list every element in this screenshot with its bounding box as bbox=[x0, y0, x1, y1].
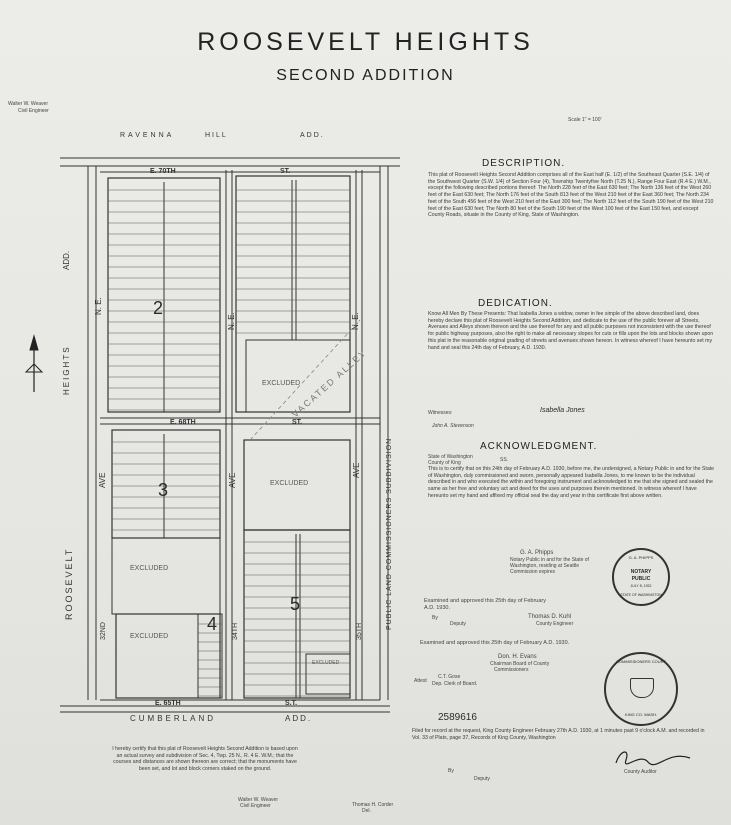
approval2-text: Examined and approved this 25th day of February A.D. 1930. bbox=[420, 640, 570, 646]
recording-text: Filed for record at the request, King County Engineer February 27th A.D. 1930, at 1 minutes past 9 o'clock A.M. and recorded in Vol. 33 of Plats, page 37, Records of King County, Washington bbox=[412, 728, 705, 741]
street-e68-st: ST. bbox=[292, 419, 303, 426]
clerk-name: C.T. Gose bbox=[438, 674, 461, 680]
street-cumberland: CUMBERLAND bbox=[130, 714, 217, 723]
label-34th: 34TH bbox=[232, 622, 239, 640]
certification-text: I hereby certify that this plat of Roosevelt Heights Second Addition is based upon an actual survey and subdivision of Sec. 4, Twp. 25 N., R. 4 E. W.M.; that the courses and distances are shown thereon are correct; that the monuments have been set, and lot and block corners staked on the ground. bbox=[112, 746, 298, 773]
recording-number: 2589616 bbox=[438, 712, 477, 723]
excluded-label-2: EXCLUDED bbox=[270, 480, 309, 487]
description-heading: DESCRIPTION. bbox=[482, 158, 566, 169]
dedication-text: Know All Men By These Presents: That Isabella Jones a widow, owner in fee simple of the above described land, does hereby declare this plat of Roosevelt Heights Second Addition, and dedicate to the use of the public forever all Streets, Avenues and Alleys shown thereon and the use thereof for any and all public purposes not inconsistent with the use thereof for public highway purposes, also the right to make all necessary slopes for cuts or fills upon the lots and blocks shown upon this plat in the reasonable original grading of streets and avenues shown hereon. In witness whereof I have hereunto set my hand and seal this 24th day of February, A.D. 1930. bbox=[428, 311, 714, 351]
county-auditor: County Auditor bbox=[624, 769, 657, 775]
block-number-2: 2 bbox=[153, 298, 164, 318]
street-e68: E. 68TH bbox=[170, 419, 196, 426]
witnesses-label: Witnesses: bbox=[428, 410, 453, 416]
excluded-label-1: EXCLUDED bbox=[262, 380, 301, 387]
drafter-role: Del. bbox=[362, 808, 371, 814]
shield-icon bbox=[630, 678, 654, 698]
street-e70: E. 70TH bbox=[150, 168, 176, 175]
label-35th: 35TH bbox=[356, 622, 363, 640]
vacated-alley-label: VACATED ALLEY bbox=[290, 346, 369, 420]
recording-deputy: Deputy bbox=[474, 776, 490, 782]
ack-county: County of King bbox=[428, 460, 461, 466]
label-public-land: PUBLIC LAND COMMISSIONERS SUBDIVISION bbox=[386, 437, 393, 630]
label-heights-left: HEIGHTS bbox=[62, 345, 71, 395]
excluded-label-3: EXCLUDED bbox=[130, 565, 169, 572]
notary-seal: G. A. PHIPPS NOTARY PUBLIC JULY 8, 1932 STATE OF WASHINGTON bbox=[612, 548, 670, 606]
street-top-add: ADD. bbox=[300, 132, 325, 139]
drafter-name: Thomas H. Corder bbox=[352, 802, 394, 808]
label-32nd: 32ND bbox=[100, 622, 107, 640]
approval2-attest: Attest bbox=[414, 678, 427, 684]
notary-line1: Notary Public in and for the State of bbox=[510, 557, 589, 563]
dedication-signer: Isabella Jones bbox=[540, 407, 585, 414]
page-subtitle: SECOND ADDITION bbox=[276, 67, 455, 84]
street-ravenna: RAVENNA bbox=[120, 132, 175, 139]
approval1-title: County Engineer bbox=[536, 621, 574, 627]
acknowledgment-text: This is to certify that on this 24th day of February A.D. 1930, before me, the undersigned, a Notary Public in and for the State of Washington, duly commissioned and sworn, personally appeared Isabella Jones, to me known to be the individual described in and who executed the within and foregoing instrument and acknowledged to me that she signed and sealed the same as her free and voluntary act and deed for the uses and purposes therein mentioned. In witness whereof I have hereunto set my hand and affixed my official seal the day and year in this certificate first above written. bbox=[428, 466, 715, 499]
cert-name: Walter W. Weaver bbox=[238, 797, 279, 803]
label-ne-right: N. E. bbox=[227, 312, 236, 330]
street-hill: HILL bbox=[205, 132, 228, 139]
approval2-title1: Chairman Board of County bbox=[490, 661, 550, 667]
approval2-title2: Commissioners bbox=[494, 667, 529, 673]
north-arrow-icon bbox=[26, 336, 42, 392]
acknowledgment-heading: ACKNOWLEDGMENT. bbox=[480, 441, 598, 452]
block-number-3: 3 bbox=[158, 480, 169, 500]
excluded-label-5: EXCLUDED bbox=[312, 660, 340, 666]
dedication-heading: DEDICATION. bbox=[478, 298, 553, 309]
street-e65: E. 65TH bbox=[155, 700, 181, 707]
engineer-name-top: Walter W. Weaver bbox=[8, 101, 49, 107]
street-e70-st: ST. bbox=[280, 168, 291, 175]
recording-by: By bbox=[448, 768, 454, 774]
label-roosevelt-lower: ROOSEVELT bbox=[64, 547, 74, 620]
notary-line2: Washington, residing at Seattle bbox=[510, 563, 580, 569]
label-ne-far: N. E. bbox=[351, 312, 360, 330]
approval1-name: Thomas D. Kuhl bbox=[528, 614, 572, 620]
street-cumberland-add: ADD. bbox=[285, 714, 313, 723]
witness-name: John A. Stevenson bbox=[432, 423, 474, 429]
label-ne-left: N. E. bbox=[94, 297, 103, 315]
label-add-left: ADD. bbox=[62, 250, 71, 270]
approval1-deputy: Deputy bbox=[450, 621, 466, 627]
approval2-name: Don. H. Evans bbox=[498, 654, 537, 660]
ack-ss: SS. bbox=[500, 457, 509, 463]
label-ave-right: AVE bbox=[352, 462, 361, 478]
excluded-label-4: EXCLUDED bbox=[130, 633, 169, 640]
clerk-title: Dep. Clerk of Board. bbox=[432, 681, 478, 687]
approval1-year: A.D. 1930. bbox=[424, 605, 450, 611]
block-number-5: 5 bbox=[290, 594, 301, 614]
block-number-4: 4 bbox=[207, 614, 218, 634]
ack-state: State of Washington bbox=[428, 454, 473, 460]
engineer-role-top: Civil Engineer bbox=[18, 108, 49, 114]
approval1-text: Examined and approved this 25th day of February bbox=[424, 598, 546, 604]
label-ave-left: AVE bbox=[98, 472, 107, 488]
street-e65-st: S.T. bbox=[285, 700, 298, 707]
scale-note: Scale 1" = 100' bbox=[568, 117, 602, 123]
label-ave-mid: AVE bbox=[228, 472, 237, 488]
description-text: This plat of Roosevelt Heights Second Addition comprises all of the East half (E. 1/2) of the Southeast Quarter (S.E. 1/4) of the Southwest Quarter (S.W. 1/4) of Section Four (4), Township Twentyfive North (T.25 N.), Range Four East (R.4 E.) W.M., except the following described portions thereof: The North 228 feet of the East 630 feet; The North 136 feet of the West 260 feet of the East 630 feet; The North 176 feet of the South 813 feet of the West 210 feet of the East 360 feet; The North 234 feet of the South 456 feet of the West 210 feet of the East 300 feet; The North 112 feet of the South 190 feet of the West 210 feet of the East 630 feet; The North 80 feet of the South 190 feet of the West 100 feet of the East 150 feet, and except County Roads, situate in the County of King, State of Washington. bbox=[428, 172, 714, 219]
page-title: ROOSEVELT HEIGHTS bbox=[197, 28, 534, 56]
notary-name: G. A. Phipps bbox=[520, 550, 554, 556]
notary-commission: Commission expires bbox=[510, 569, 556, 575]
commissioners-seal: COMMISSIONERS COURT KING CO. WASH. bbox=[604, 652, 678, 726]
approval1-by: By bbox=[432, 615, 438, 621]
cert-role: Civil Engineer bbox=[240, 803, 271, 809]
